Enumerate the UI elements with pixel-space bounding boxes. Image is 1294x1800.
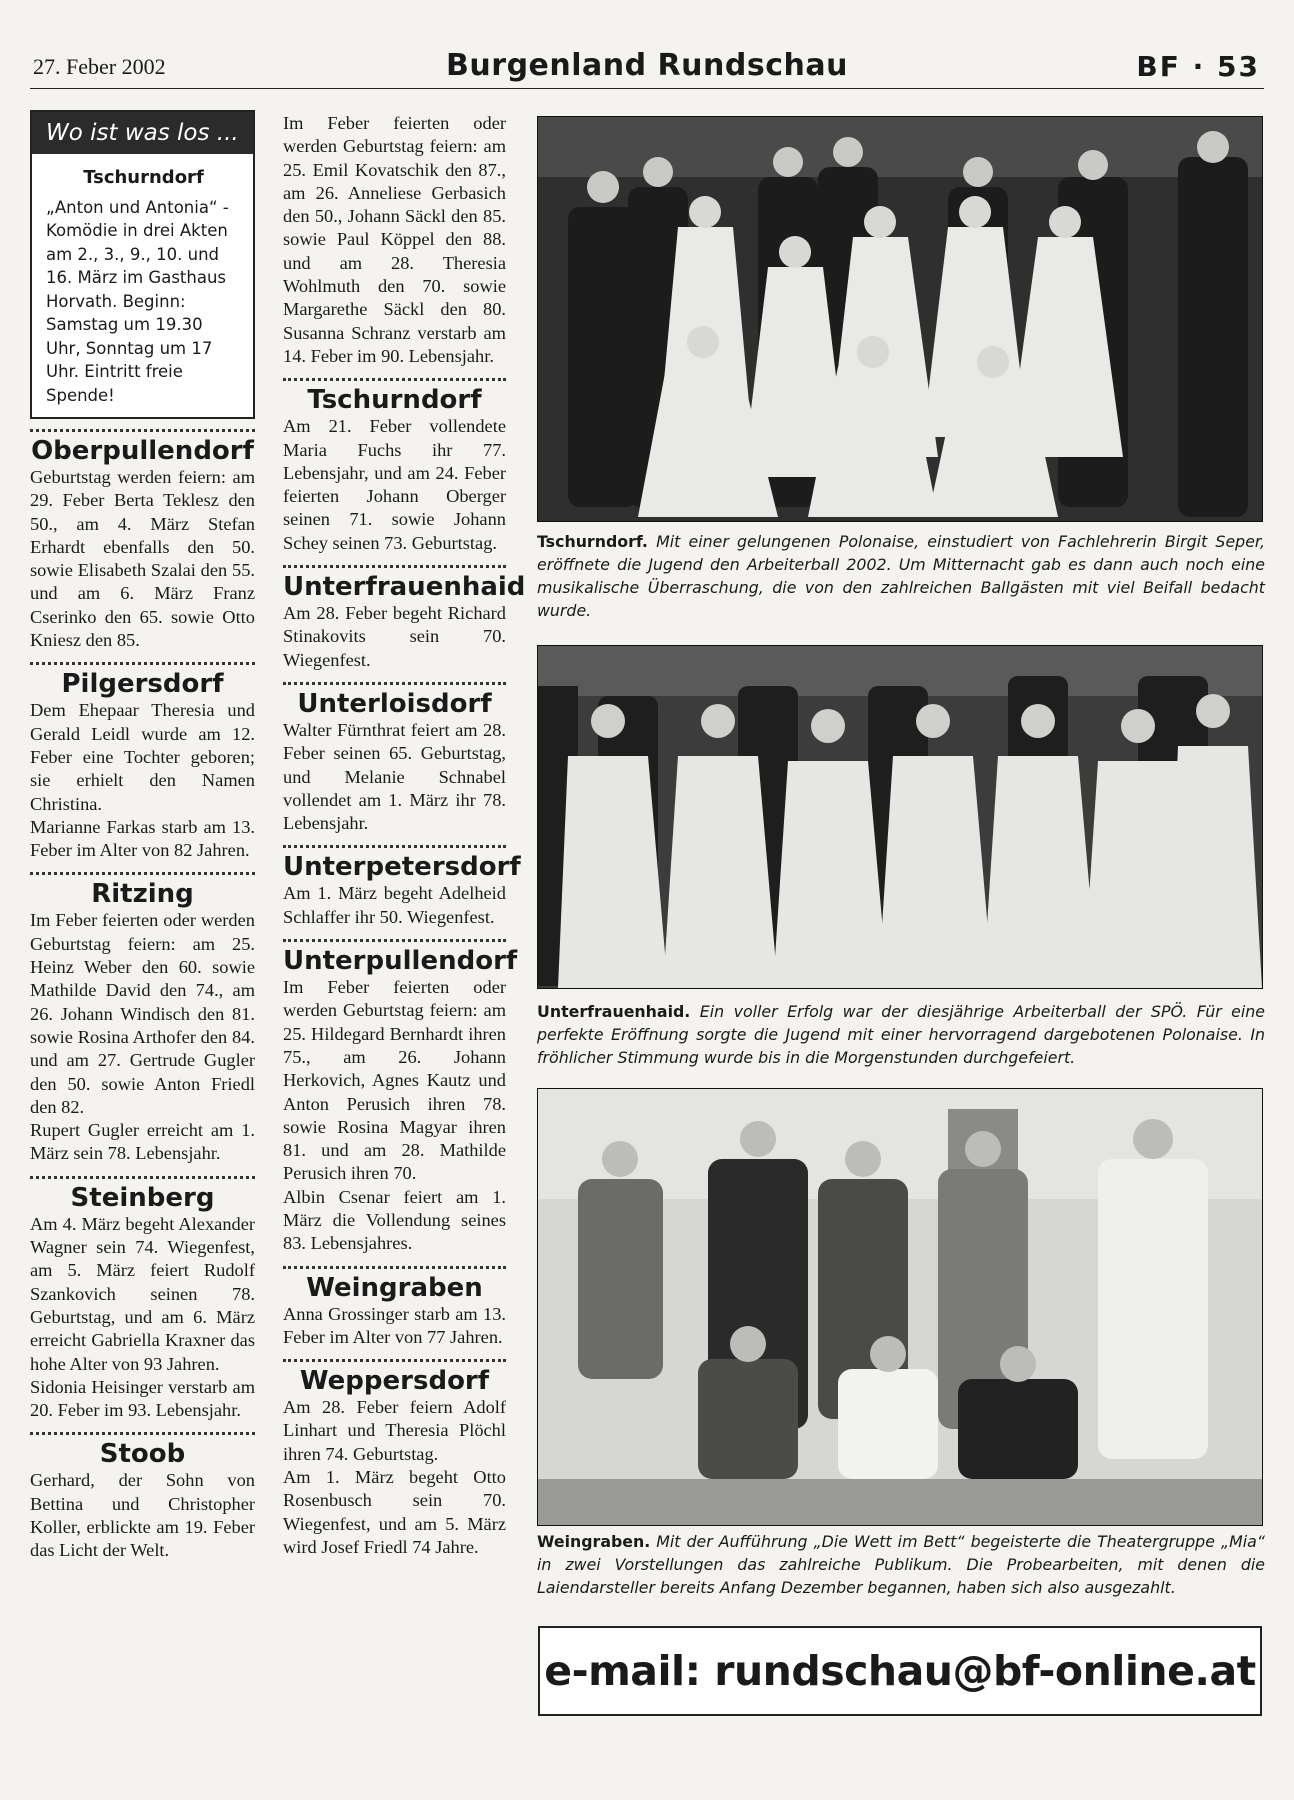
photo-tschurndorf-polonaise xyxy=(537,116,1263,522)
town-heading: Unterpullendorf xyxy=(283,946,518,977)
photo-unterfrauenhaid-ball xyxy=(537,645,1263,989)
header-rule xyxy=(30,88,1264,89)
section-separator xyxy=(283,565,506,568)
town-paragraph: Marianne Farkas starb am 13. Feber im Alter von 82 Jahren. xyxy=(30,816,255,861)
section-separator xyxy=(30,872,255,875)
town-heading: Ritzing xyxy=(91,879,194,910)
town-paragraph: Geburtstag werden feiern: am 29. Feber Berta Teklesz den 50., am 4. März Stefan Erhardt ebenfalls den 50. sowie Elisabeth Szalai den 55. und am 6. März Franz Cserinko den 65. sowie Otto Kniesz den 85. xyxy=(30,467,255,651)
issue-date: 27. Feber 2002 xyxy=(33,54,166,79)
town-paragraph: Am 28. Feber feiern Adolf Linhart und Theresia Plöchl ihren 74. Geburtstag. xyxy=(283,1397,506,1464)
column-1 xyxy=(30,110,255,1563)
events-box-text: „Anton und Antonia“ - Komödie in drei Akten am 2., 3., 9., 10. und 16. März im Gasthaus Horvath. Beginn: Samstag um 19.30 Uhr, Sonntag um 17 Uhr. Eintritt freie Spende! xyxy=(46,197,229,405)
town-paragraph: Am 28. Feber begeht Richard Stinakovits sein 70. Wiegenfest. xyxy=(283,603,506,670)
town-heading: Weingraben xyxy=(306,1272,483,1303)
town-paragraph: Rupert Gugler erreicht am 1. März sein 78. Lebensjahr. xyxy=(30,1120,255,1164)
section-separator xyxy=(283,939,506,942)
events-box-body xyxy=(32,154,253,417)
page-number: BF · 53 xyxy=(1136,50,1260,83)
section-separator xyxy=(283,845,506,848)
town-paragraph: Dem Ehepaar Theresia und Gerald Leidl wurde am 12. Feber eine Tochter geboren; sie erhielt den Namen Christina. xyxy=(30,700,255,814)
town-paragraph: Gerhard, der Sohn von Bettina und Christopher Koller, erblickte am 19. Feber das Licht der Welt. xyxy=(30,1470,255,1561)
photo-weingraben-theater xyxy=(537,1088,1263,1526)
column-2 xyxy=(283,112,526,1559)
town-heading: Pilgersdorf xyxy=(61,669,224,700)
town-heading: Oberpullendorf xyxy=(31,436,254,466)
town-paragraph: Im Feber feierten oder werden Geburtstag feiern: am 25. Hildegard Bernhardt ihren 75., am 26. Johann Herkovich, Agnes Kautz und Anton Perusich ihren 78. sowie Rosina Magyar ihren 81. und am 28. Mathilde Perusich ihren 70. xyxy=(283,977,506,1184)
town-heading: Weppersdorf xyxy=(299,1366,490,1397)
town-paragraph: Sidonia Heisinger verstarb am 20. Feber im 93. Lebensjahr. xyxy=(30,1376,255,1421)
town-paragraph: Anna Grossinger starb am 13. Feber im Alter von 77 Jahren. xyxy=(283,1303,506,1347)
caption-unterfrauenhaid-text: Ein voller Erfolg war der diesjährige Arbeiterball der SPÖ. Für eine perfekte Eröffnung sorgte die Jugend mit einer hervorragend dargebotenen Polonaise. In fröhlicher Stimmung wurde bis in die Morgenstunden durchgefeiert. xyxy=(537,1002,1265,1067)
town-paragraph: Albin Csenar feiert am 1. März die Vollendung seines 83. Lebensjahres. xyxy=(283,1186,506,1254)
caption-tschurndorf-text: Mit einer gelungenen Polonaise, einstudiert von Fachlehrerin Birgit Seper, eröffnete die Jugend den Arbeiterball 2002. Um Mitternacht gab es dann auch noch eine musikalische Überraschung, die von den zahlreichen Ballgästen mit viel Beifall bedacht wurde. xyxy=(537,532,1265,620)
col2-intro: Im Feber feierten oder werden Geburtstag feiern: am 25. Emil Kovatschik den 87., am 26. Anneliese Gerbasich den 50., Johann Säckl den 85. sowie Paul Köppel den 88. und am 28. Theresia Wohlmuth den 70. sowie Margarethe Säckl den 80. Susanna Schranz verstarb am 14. Feber im 90. Lebensjahr. xyxy=(283,113,506,366)
section-separator xyxy=(283,1266,506,1269)
newspaper-title: Burgenland Rundschau xyxy=(446,48,848,83)
events-box-title: Wo ist was los ... xyxy=(32,112,253,154)
col2-sections xyxy=(283,378,526,1559)
town-paragraph: Am 1. März begeht Otto Rosenbusch sein 70. Wiegenfest, und am 5. März wird Josef Friedl 74 Jahre. xyxy=(283,1467,506,1557)
caption-unterfrauenhaid-place: Unterfrauenhaid. xyxy=(537,1002,691,1021)
caption-tschurndorf-place: Tschurndorf. xyxy=(537,532,648,551)
town-paragraph: Am 21. Feber vollendete Maria Fuchs ihr 77. Lebensjahr, und am 24. Feber feierten Johann Oberger seinen 71. sowie Johann Schey seinen 73. Geburtstag. xyxy=(283,416,506,553)
town-heading: Stoob xyxy=(99,1439,186,1470)
town-paragraph: Am 4. März begeht Alexander Wagner sein 74. Wiegenfest, am 5. März feiert Rudolf Szankovich seinen 78. Geburtstag, und am 6. März erreicht Gabriella Kraxner das hohe Alter von 93 Jahren. xyxy=(30,1213,255,1374)
caption-unterfrauenhaid xyxy=(537,1000,1265,1069)
email-contact-box: e-mail: rundschau@bf-online.at xyxy=(538,1626,1262,1716)
town-paragraph: Am 1. März begeht Adelheid Schlaffer ihr 50. Wiegenfest. xyxy=(283,883,506,927)
town-heading: Steinberg xyxy=(70,1182,215,1213)
town-paragraph: Im Feber feierten oder werden Geburtstag feiern: am 25. Heinz Weber den 60. sowie Mathilde David den 74., am 26. Johann Windisch den 81. sowie Rosina Arthofer den 84. und am 27. Gertrude Gugler den 50. sowie Anton Friedl den 82. xyxy=(30,910,255,1117)
caption-tschurndorf xyxy=(537,530,1265,622)
section-separator xyxy=(283,1359,506,1362)
section-separator xyxy=(30,429,255,432)
section-separator xyxy=(30,1432,255,1435)
town-heading: Unterpetersdorf xyxy=(283,852,521,883)
section-separator xyxy=(30,662,255,665)
town-heading: Tschurndorf xyxy=(307,385,482,416)
town-heading: Unterloisdorf xyxy=(297,688,492,719)
section-separator xyxy=(30,1176,255,1179)
caption-weingraben xyxy=(537,1530,1265,1599)
events-box-place: Tschurndorf xyxy=(83,167,204,188)
events-box xyxy=(30,110,255,419)
town-paragraph: Walter Fürnthrat feiert am 28. Feber seinen 65. Geburtstag, und Melanie Schnabel vollendet am 1. März ihr 78. Lebensjahr. xyxy=(283,719,506,834)
caption-weingraben-text: Mit der Aufführung „Die Wett im Bett“ begeisterte die Theatergruppe „Mia“ in zwei Vorstellungen das zahlreiche Publikum. Die Probearbeiten, mit denen die Laiendarsteller bereits Anfang Dezember begannen, haben sich also ausgezahlt. xyxy=(537,1532,1265,1597)
col1-sections xyxy=(30,429,255,1563)
section-separator xyxy=(283,378,506,381)
town-heading: Unterfrauenhaid xyxy=(283,572,526,603)
caption-weingraben-place: Weingraben. xyxy=(537,1532,651,1551)
section-separator xyxy=(283,682,506,685)
